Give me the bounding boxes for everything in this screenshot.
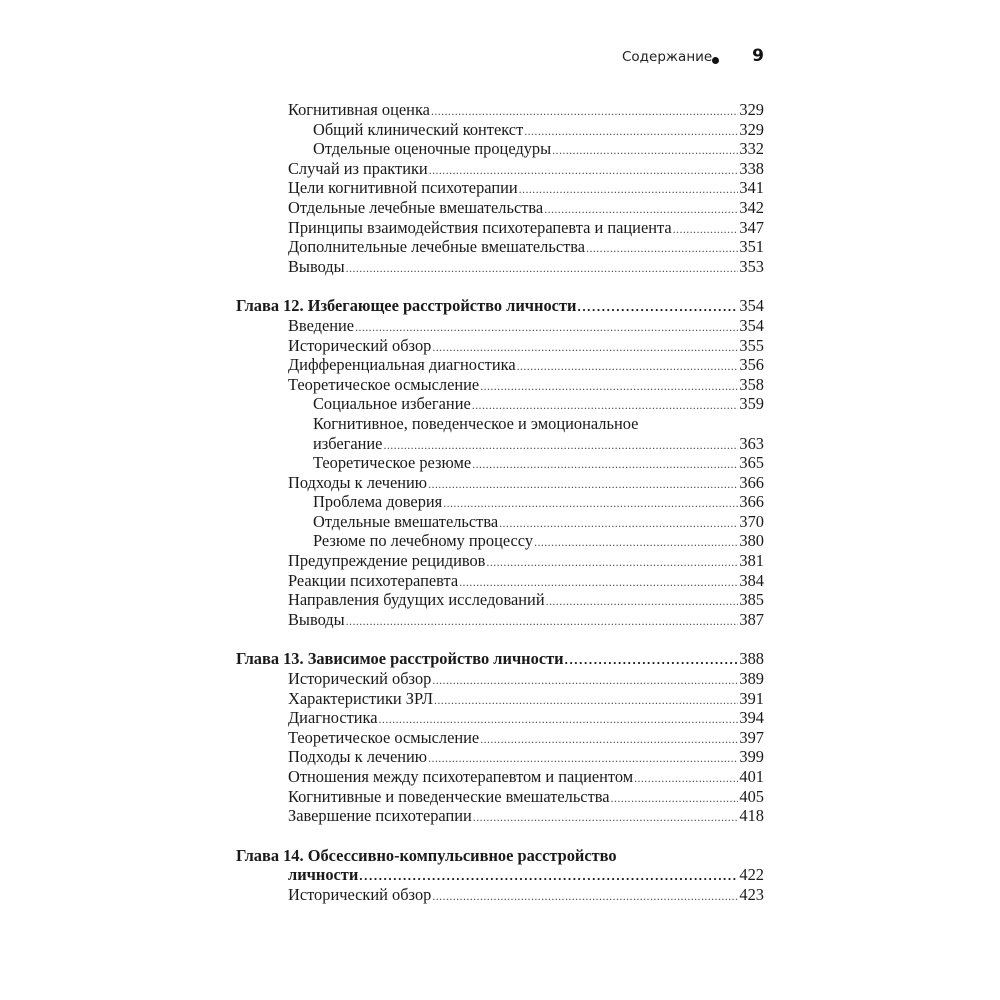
chapter-heading-14-continuation[interactable]: личности ..... 422 <box>236 865 764 885</box>
section-title: Содержание <box>622 49 713 65</box>
leader-dots <box>565 650 739 670</box>
toc-entry[interactable]: Теоретическое резюме ..... 365 <box>236 453 764 473</box>
toc-entry[interactable]: Случай из практики ..... 338 <box>236 159 764 179</box>
chapter-heading-14[interactable]: Глава 14. Обсессивно-компульсивное расстройство <box>236 845 617 865</box>
toc-entry[interactable]: Дифференциальная диагностика ..... 356 <box>236 355 764 375</box>
toc-entry[interactable]: Характеристики ЗРЛ ..... 391 <box>236 689 764 709</box>
toc-entry[interactable]: Отношения между психотерапевтом и пациентом ..... 401 <box>236 767 764 787</box>
toc-entry[interactable]: Исторический обзор ..... 423 <box>236 885 764 905</box>
leader-dots <box>346 259 739 279</box>
toc-entry[interactable]: Введение ..... 354 <box>236 316 764 336</box>
toc-entry[interactable]: Исторический обзор ..... 389 <box>236 669 764 689</box>
toc-entry[interactable]: Подходы к лечению ..... 366 <box>236 473 764 493</box>
toc-entry[interactable]: Общий клинический контекст ..... 329 <box>236 120 764 140</box>
chapter-heading-12[interactable]: Глава 12. Избегающее расстройство личности ..... 354 <box>236 296 764 316</box>
toc-entry[interactable]: Цели когнитивной психотерапии ..... 341 <box>236 178 764 198</box>
leader-dots <box>577 297 738 317</box>
toc-entry[interactable]: Отдельные оценочные процедуры ..... 332 <box>236 139 764 159</box>
toc-entry[interactable]: Исторический обзор ..... 355 <box>236 336 764 356</box>
toc-entry[interactable]: Теоретическое осмысление ..... 397 <box>236 728 764 748</box>
page-number: 9 <box>752 46 764 66</box>
toc-entry[interactable]: Направления будущих исследований ..... 385 <box>236 590 764 610</box>
toc-entry[interactable]: Отдельные лечебные вмешательства ..... 342 <box>236 198 764 218</box>
leader-dots <box>432 887 738 907</box>
toc-entry[interactable]: Выводы ..... 353 <box>236 257 764 277</box>
toc-entry[interactable]: Социальное избегание ..... 359 <box>236 394 764 414</box>
leader-dots <box>359 866 738 886</box>
toc-entry[interactable]: Теоретическое осмысление ..... 358 <box>236 375 764 395</box>
toc-entry[interactable]: Когнитивное, поведенческое и эмоциональное <box>313 413 639 433</box>
toc-entry[interactable]: Подходы к лечению ..... 399 <box>236 747 764 767</box>
toc-entry[interactable]: Предупреждение рецидивов ..... 381 <box>236 551 764 571</box>
chapter-heading-13[interactable]: Глава 13. Зависимое расстройство личности ..... 388 <box>236 649 764 669</box>
toc-entry[interactable]: Выводы ..... 387 <box>236 610 764 630</box>
toc-entry[interactable]: Завершение психотерапии ..... 418 <box>236 806 764 826</box>
toc-entry[interactable]: Отдельные вмешательства ..... 370 <box>236 512 764 532</box>
leader-dots <box>346 612 739 632</box>
running-header <box>600 46 766 70</box>
toc-entry[interactable]: Резюме по лечебному процессу ..... 380 <box>236 531 764 551</box>
toc-entry-continuation[interactable]: избегание ..... 363 <box>236 434 764 454</box>
toc-entry[interactable]: Принципы взаимодействия психотерапевта и пациента ..... 347 <box>236 218 764 238</box>
toc-entry[interactable]: Диагностика ..... 394 <box>236 708 764 728</box>
toc-entry[interactable]: Проблема доверия ..... 366 <box>236 492 764 512</box>
bullet-separator-icon <box>712 57 719 64</box>
table-of-contents <box>236 100 764 905</box>
toc-entry[interactable]: Реакции психотерапевта ..... 384 <box>236 571 764 591</box>
toc-entry[interactable]: Когнитивная оценка ..... 329 <box>236 100 764 120</box>
toc-entry[interactable]: Когнитивные и поведенческие вмешательства ..... 405 <box>236 787 764 807</box>
toc-entry[interactable]: Дополнительные лечебные вмешательства ..... 351 <box>236 237 764 257</box>
leader-dots <box>473 808 739 828</box>
